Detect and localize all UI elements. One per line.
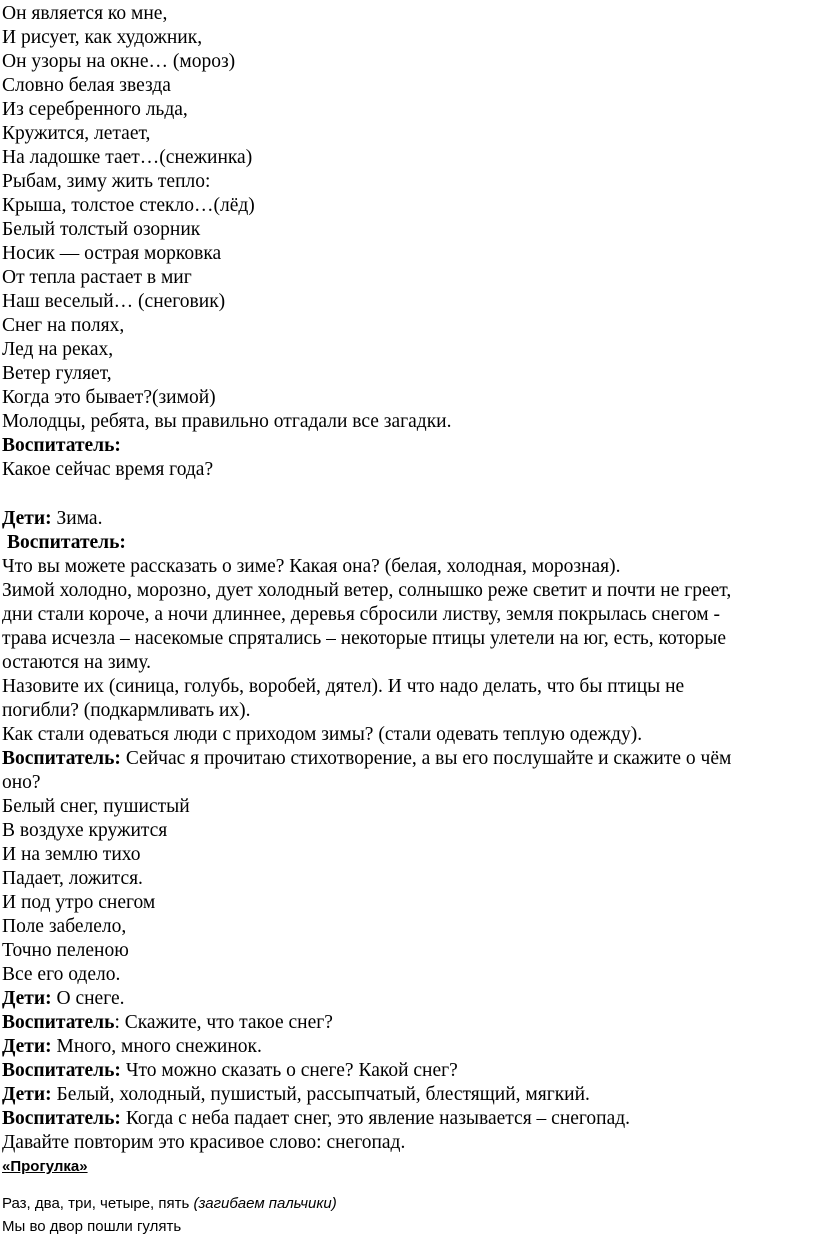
dialogue-line [2,1035,262,1059]
teacher-label: Воспитатель: [2,1108,121,1129]
riddle-line: Снег на полях, [2,315,125,336]
riddle-line: Из серебренного льда, [2,99,188,120]
riddle-line: Наш веселый… (снеговик) [2,291,226,312]
repeat-line: Давайте повторим это красивое слово: снегопад. [2,1132,406,1153]
children-label: Дети: [2,508,52,529]
riddle-line: Словно белая звезда [2,75,171,96]
answer-poem: О снеге. [51,988,125,1009]
rhyme-line [2,1194,337,1214]
winter-paragraph-line: Зимой холодно, морозно, дует холодный ветер, солнышко реже светит и почти не греет, [2,580,732,601]
colon: : [114,1012,120,1033]
riddle-line: Ветер гуляет, [2,363,112,384]
poem-line: Падает, ложится. [2,868,143,889]
speaker-label [2,434,121,458]
dialogue-line [2,987,124,1011]
dialogue-line [2,1059,458,1083]
teacher-label: Воспитатель: [2,1060,121,1081]
snowfall-text: Когда с неба падает снег, это явление называется – снегопад. [120,1108,631,1129]
answer-snow-2: Белый, холодный, пушистый, рассыпчатый, блестящий, мягкий. [51,1084,590,1105]
poem-line: И под утро снегом [2,892,156,913]
answer-season: Зима. [51,508,103,529]
dialogue-line [2,1011,333,1035]
riddle-line: Рыбам, зиму жить тепло: [2,171,211,192]
poem-line: В воздухе кружится [2,820,168,841]
teacher-label: Воспитатель: [2,748,121,769]
birds-paragraph-line: погибли? (подкармливать их). [2,700,251,721]
riddle-line: Носик — острая морковка [2,243,222,264]
question-season: Какое сейчас время года? [2,459,214,480]
poem-line: Белый снег, пушистый [2,796,190,817]
dialogue-line [2,1083,590,1107]
riddle-line: Кружится, летает, [2,123,151,144]
riddle-line: И рисует, как художник, [2,27,203,48]
birds-paragraph-line: Назовите их (синица, голубь, воробей, дятел). И что надо делать, что бы птицы не [2,676,685,697]
poem-intro-text: Сейчас я прочитаю стихотворение, а вы его послушайте и скажите о чём [120,748,732,769]
winter-paragraph-line: дни стали короче, а ночи длиннее, деревья сбросили листву, земля покрылась снегом - [2,604,720,625]
riddle-praise: Молодцы, ребята, вы правильно отгадали все загадки. [2,411,452,432]
rhyme-text: Раз, два, три, четыре, пять [2,1195,194,1212]
answer-season-line [2,507,102,531]
riddle-line: Когда это бывает?(зимой) [2,387,216,408]
teacher-label: Воспитатель: [2,435,121,456]
riddle-line: От тепла растает в миг [2,267,192,288]
riddle-line: Он узоры на окне… (мороз) [2,51,236,72]
poem-intro-line: оно? [2,772,41,793]
children-label: Дети: [2,1084,52,1105]
poem-line: Все его одело. [2,964,121,985]
riddle-line: Он является ко мне, [2,3,168,24]
winter-paragraph-line: остаются на зиму. [2,652,151,673]
poem-line: И на землю тихо [2,844,141,865]
riddle-line: Крыша, толстое стекло…(лёд) [2,195,255,216]
rhyme-note: (загибаем пальчики) [193,1195,337,1212]
teacher-label: Воспитатель: [7,532,126,553]
rhyme-line: Мы во двор пошли гулять [2,1218,182,1235]
riddle-line: Белый толстый озорник [2,219,201,240]
poem-line: Поле забелело, [2,916,127,937]
walk-title: «Прогулка» [2,1158,88,1175]
dialogue-line [2,1107,630,1131]
riddle-line: На ладошке тает…(снежинка) [2,147,253,168]
question-snow-2: Что можно сказать о снеге? Какой снег? [120,1060,458,1081]
winter-paragraph-line: трава исчезла – насекомые спрятались – некоторые птицы улетели на юг, есть, которые [2,628,727,649]
clothes-line: Как стали одеваться люди с приходом зимы? (стали одевать теплую одежду). [2,724,643,745]
children-label: Дети: [2,1036,52,1057]
question-winter: Что вы можете рассказать о зиме? Какая она? (белая, холодная, морозная). [2,556,621,577]
teacher-label: Воспитатель [2,1012,115,1033]
answer-snow: Много, много снежинок. [51,1036,262,1057]
poem-intro-line [2,747,731,771]
question-snow: Скажите, что такое снег? [119,1012,333,1033]
poem-line: Точно пеленою [2,940,129,961]
speaker-label [7,531,126,555]
children-label: Дети: [2,988,52,1009]
riddle-line: Лед на реках, [2,339,114,360]
